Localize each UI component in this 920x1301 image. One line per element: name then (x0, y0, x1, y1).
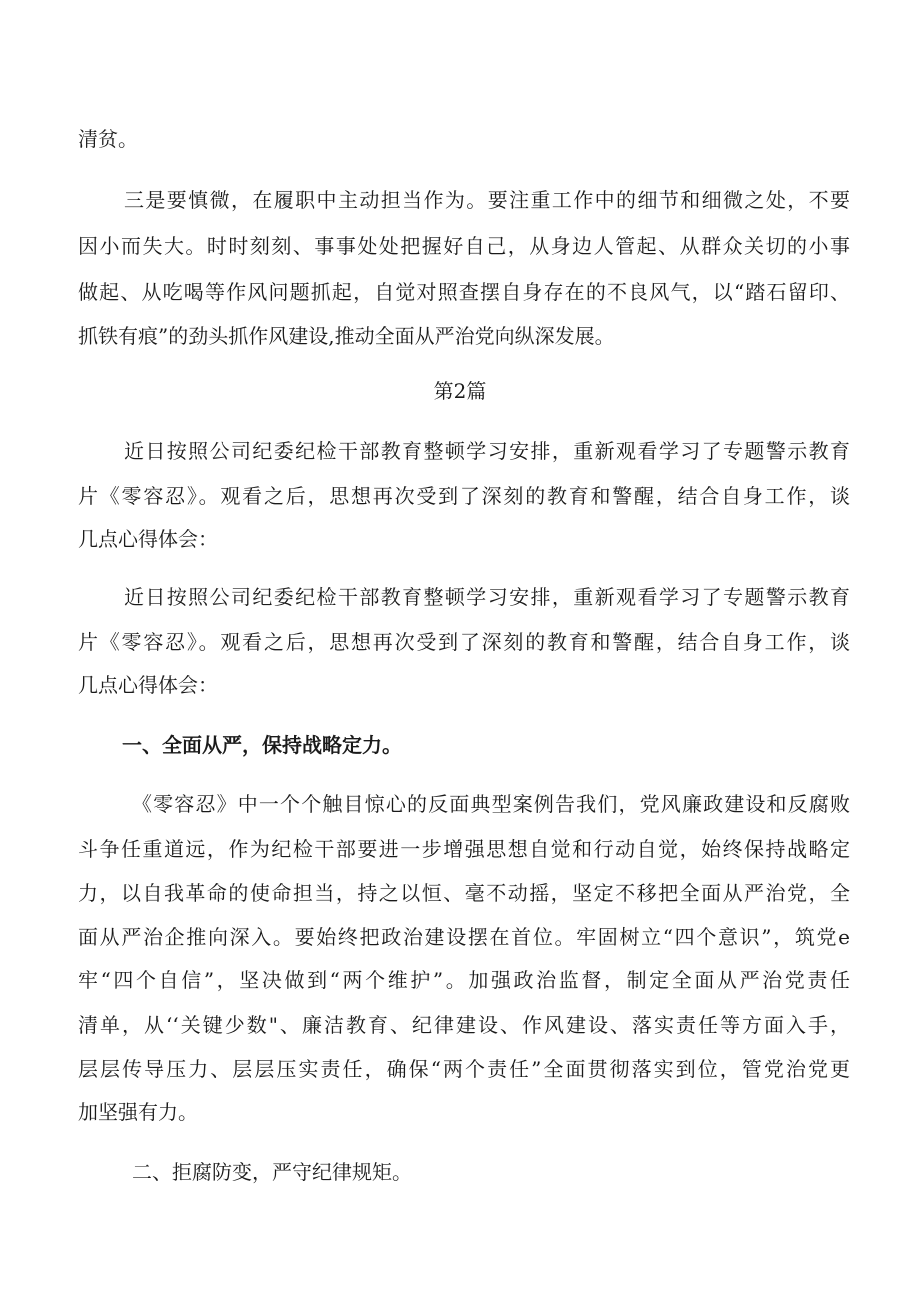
intro-b-line: 几点心得体会： (78, 673, 218, 697)
section-one-line: 清单，从‘‘关键少数"、廉洁教育、纪律建设、作风建设、落实责任等方面入手， (78, 1013, 850, 1037)
intro-b-line: 片《零容忍》。观看之后，思想再次受到了深刻的教育和警醒，结合自身工作，谈 (78, 630, 850, 654)
section-one-line: 加坚强有力。 (78, 1100, 198, 1124)
intro-a-line: 片《零容忍》。观看之后，思想再次受到了深刻的教育和警醒，结合自身工作，谈 (78, 484, 850, 508)
paragraph-three-line: 做起、从吃喝等作风问题抓起，自觉对照查摆自身存在的不良风气，以“踏石留印、 (78, 280, 850, 304)
section-one-line: 斗争任重道远，作为纪检干部要进一步增强思想自觉和行动自觉，始终保持战略定 (78, 837, 850, 861)
section-two-title: 二、拒腐防变，严守纪律规矩。 (132, 1160, 412, 1184)
intro-a-line: 几点心得体会： (78, 527, 218, 551)
paragraph-three-line: 抓铁有痕”的劲头抓作风建设,推动全面从严治党向纵深发展。 (78, 324, 615, 348)
section-one-line: 面从严治企推向深入。要始终把政治建设摆在首位。牢固树立“四个意识”，筑党e (78, 925, 850, 949)
intro-a-line: 近日按照公司纪委纪检干部教育整顿学习安排，重新观看学习了专题警示教育 (124, 439, 850, 463)
section-one-line: 《零容忍》中一个个触目惊心的反面典型案例告我们，党风廉政建设和反腐败 (132, 792, 850, 816)
section-one-line: 牢“四个自信”，坚决做到“两个维护”。加强政治监督，制定全面从严治党责任 (78, 968, 850, 992)
section-one-line: 力，以自我革命的使命担当，持之以恒、毫不动摇，坚定不移把全面从严治党，全 (78, 881, 850, 905)
paragraph-prev-end-line: 清贫。 (78, 127, 138, 151)
paragraph-three-line: 因小而失大。时时刻刻、事事处处把握好自己，从身边人管起、从群众关切的小事 (78, 234, 850, 258)
section-one-title: 一、全面从严，保持战略定力。 (122, 733, 402, 757)
chapter-title: 第2篇 (433, 379, 487, 403)
intro-b-line: 近日按照公司纪委纪检干部教育整顿学习安排，重新观看学习了专题警示教育 (124, 585, 850, 609)
paragraph-three-line: 三是要慎微，在履职中主动担当作为。要注重工作中的细节和细微之处，不要 (124, 188, 850, 212)
section-one-line: 层层传导压力、层层压实责任，确保“两个责任”全面贯彻落实到位，管党治党更 (78, 1057, 850, 1081)
